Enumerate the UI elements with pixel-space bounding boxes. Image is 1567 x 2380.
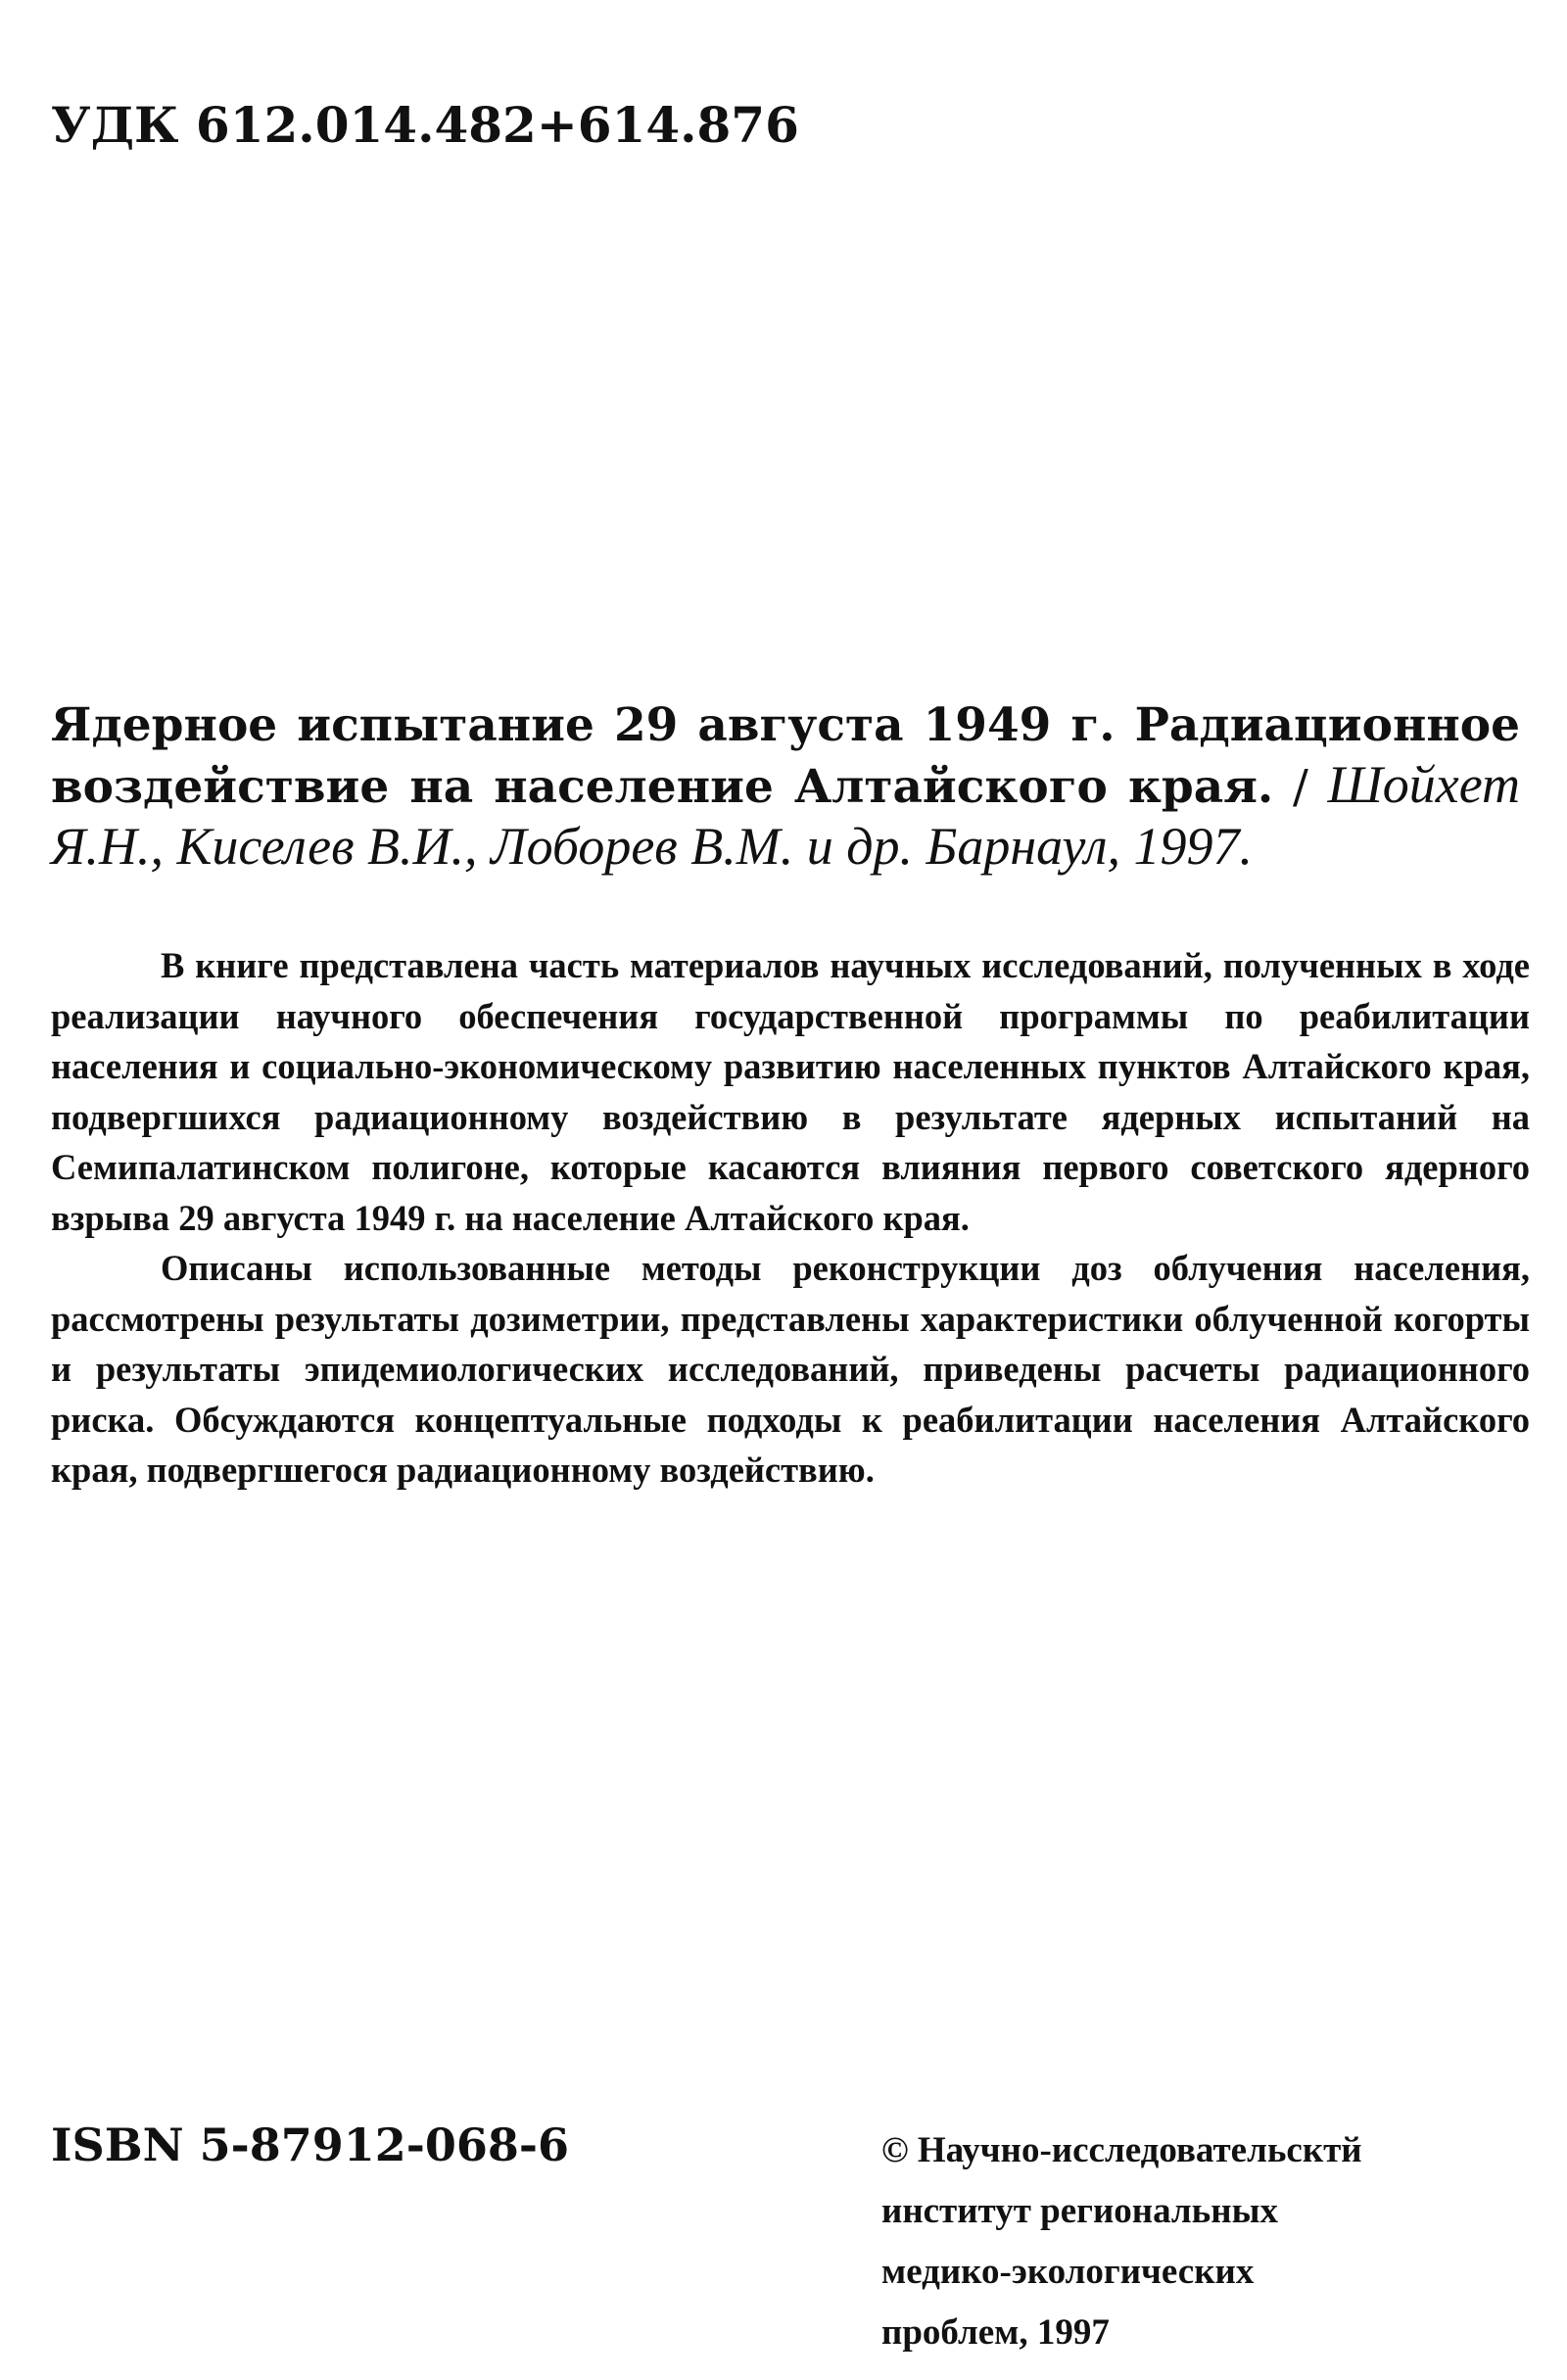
abstract-paragraph: В книге представлена часть материалов научных исследований, полученных в ходе реализации научного обеспечения государственной программы по реабилитации населения и социально-экономическому развитию населенных пунктов Алтайского края, подвергшихся радиационному воздействию в результате ядерных испытаний на Семипалатинском полигоне, которые касаются влияния первого советского ядерного взрыва 29 августа 1949 г. на население Алтайского края. [51, 945, 1530, 1238]
isbn-number: ISBN 5-87912-068-6 [51, 2118, 570, 2171]
bibliographic-description [51, 695, 1520, 879]
copyright-line: проблем, 1997 [881, 2312, 1110, 2353]
author-separator: / [1273, 760, 1328, 814]
copyright-line: институт региональных [881, 2191, 1278, 2231]
abstract [51, 940, 1530, 1496]
copyright-line: медико-экологических [881, 2252, 1255, 2292]
copyright-line: © Научно-исследовательсктй [881, 2130, 1362, 2170]
udk-code: УДК 612.014.482+614.876 [51, 96, 799, 154]
abstract-paragraph: Описаны использованные методы реконструкции доз облучения населения, рассмотрены результаты дозиметрии, представлены характеристики облученной когорты и результаты эпидемиологических исследований, приведены расчеты радиационного риска. Обсуждаются концептуальные подходы к реабилитации населения Алтайского края, подвергшегося радиационному воздействию. [51, 1248, 1530, 1490]
copyright-notice [881, 2120, 1528, 2363]
book-title: Ядерное испытание 29 августа 1949 г. Радиационное воздействие на население Алтайского края. [51, 698, 1520, 814]
book-authors: Шойхет Я.Н., Киселев В.И., Лоборев В.М. и др. Барнаул, 1997. [51, 755, 1521, 876]
